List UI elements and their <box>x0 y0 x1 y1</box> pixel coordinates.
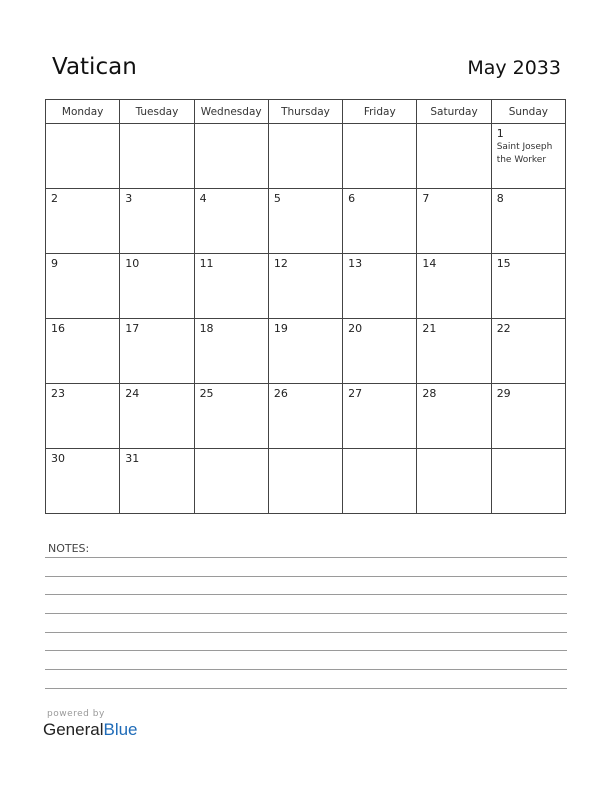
holiday-label: Saint Joseph <box>496 142 553 152</box>
calendar-title: Vatican <box>52 54 137 80</box>
day-cell <box>268 319 342 384</box>
day-cell <box>194 449 268 514</box>
day-number: 9 <box>51 257 58 270</box>
week-row <box>46 189 566 254</box>
day-number: 20 <box>348 322 363 335</box>
weekday-friday: Friday <box>343 100 417 124</box>
day-cell <box>343 319 417 384</box>
day-cell <box>194 254 268 319</box>
day-cell <box>46 384 120 449</box>
day-cell <box>417 384 491 449</box>
notes-line <box>45 576 567 577</box>
notes-line <box>45 650 567 651</box>
weekday-monday: Monday <box>46 100 120 124</box>
day-cell <box>120 319 194 384</box>
day-number: 29 <box>496 387 511 400</box>
day-cell <box>120 384 194 449</box>
day-number: 17 <box>125 322 140 335</box>
day-cell <box>120 449 194 514</box>
day-cell <box>268 124 342 189</box>
day-number: 18 <box>199 322 214 335</box>
holiday-label: the Worker <box>496 155 547 165</box>
day-number: 19 <box>273 322 288 335</box>
day-cell <box>46 124 120 189</box>
day-cell <box>268 384 342 449</box>
day-cell <box>417 124 491 189</box>
day-number: 28 <box>422 387 437 400</box>
notes-line <box>45 669 567 670</box>
notes-line <box>45 613 567 614</box>
day-number: 11 <box>199 257 214 270</box>
weekday-tuesday: Tuesday <box>120 100 194 124</box>
day-cell <box>417 254 491 319</box>
day-cell <box>194 124 268 189</box>
day-cell <box>491 254 565 319</box>
week-row <box>46 449 566 514</box>
day-number: 26 <box>273 387 288 400</box>
notes-line <box>45 594 567 595</box>
week-row <box>46 124 566 189</box>
notes-line <box>45 632 567 633</box>
day-cell <box>120 254 194 319</box>
day-cell <box>268 189 342 254</box>
notes-label: NOTES: <box>48 542 90 555</box>
day-number: 15 <box>496 257 511 270</box>
day-cell <box>491 124 565 189</box>
day-cell <box>343 449 417 514</box>
day-cell <box>491 384 565 449</box>
week-row <box>46 384 566 449</box>
day-number: 30 <box>51 452 65 465</box>
day-number: 24 <box>125 387 140 400</box>
day-number: 12 <box>273 257 288 270</box>
calendar-month: May 2033 <box>467 57 561 79</box>
day-number: 31 <box>125 452 140 465</box>
day-cell <box>491 189 565 254</box>
day-cell <box>120 124 194 189</box>
day-number: 6 <box>348 192 356 205</box>
day-number: 8 <box>496 192 504 205</box>
weekday-header-row <box>46 100 566 124</box>
brand-blue: Blue <box>103 720 138 739</box>
brand-general: General <box>43 720 104 739</box>
day-cell <box>46 319 120 384</box>
day-cell <box>268 449 342 514</box>
day-number: 5 <box>273 192 281 205</box>
day-cell <box>46 189 120 254</box>
day-cell <box>417 319 491 384</box>
weekday-sunday: Sunday <box>491 100 565 124</box>
day-cell <box>491 319 565 384</box>
day-number: 13 <box>348 257 363 270</box>
day-cell <box>417 449 491 514</box>
day-cell <box>120 189 194 254</box>
day-number: 16 <box>51 322 65 335</box>
day-cell <box>194 384 268 449</box>
week-row <box>46 319 566 384</box>
day-cell <box>268 254 342 319</box>
brand-logo <box>43 720 138 740</box>
day-cell <box>417 189 491 254</box>
day-cell <box>343 189 417 254</box>
day-number: 14 <box>422 257 437 270</box>
week-row <box>46 254 566 319</box>
day-cell <box>343 254 417 319</box>
weekday-thursday: Thursday <box>268 100 342 124</box>
notes-line <box>45 688 567 689</box>
day-cell <box>343 384 417 449</box>
day-number: 27 <box>348 387 363 400</box>
day-cell <box>194 319 268 384</box>
notes-line <box>45 557 567 558</box>
day-number: 3 <box>125 192 133 205</box>
day-cell <box>194 189 268 254</box>
weekday-wednesday: Wednesday <box>194 100 268 124</box>
day-number: 1 <box>496 127 504 140</box>
day-cell <box>46 254 120 319</box>
day-cell <box>343 124 417 189</box>
day-cell <box>491 449 565 514</box>
powered-by-text: powered by <box>47 709 105 719</box>
day-cell <box>46 449 120 514</box>
day-number: 4 <box>199 192 207 205</box>
calendar-grid <box>45 99 566 514</box>
day-number: 23 <box>51 387 65 400</box>
day-number: 10 <box>125 257 140 270</box>
day-number: 7 <box>422 192 430 205</box>
day-number: 22 <box>496 322 511 335</box>
weekday-saturday: Saturday <box>417 100 491 124</box>
day-number: 2 <box>51 192 58 205</box>
day-number: 25 <box>199 387 214 400</box>
day-number: 21 <box>422 322 437 335</box>
